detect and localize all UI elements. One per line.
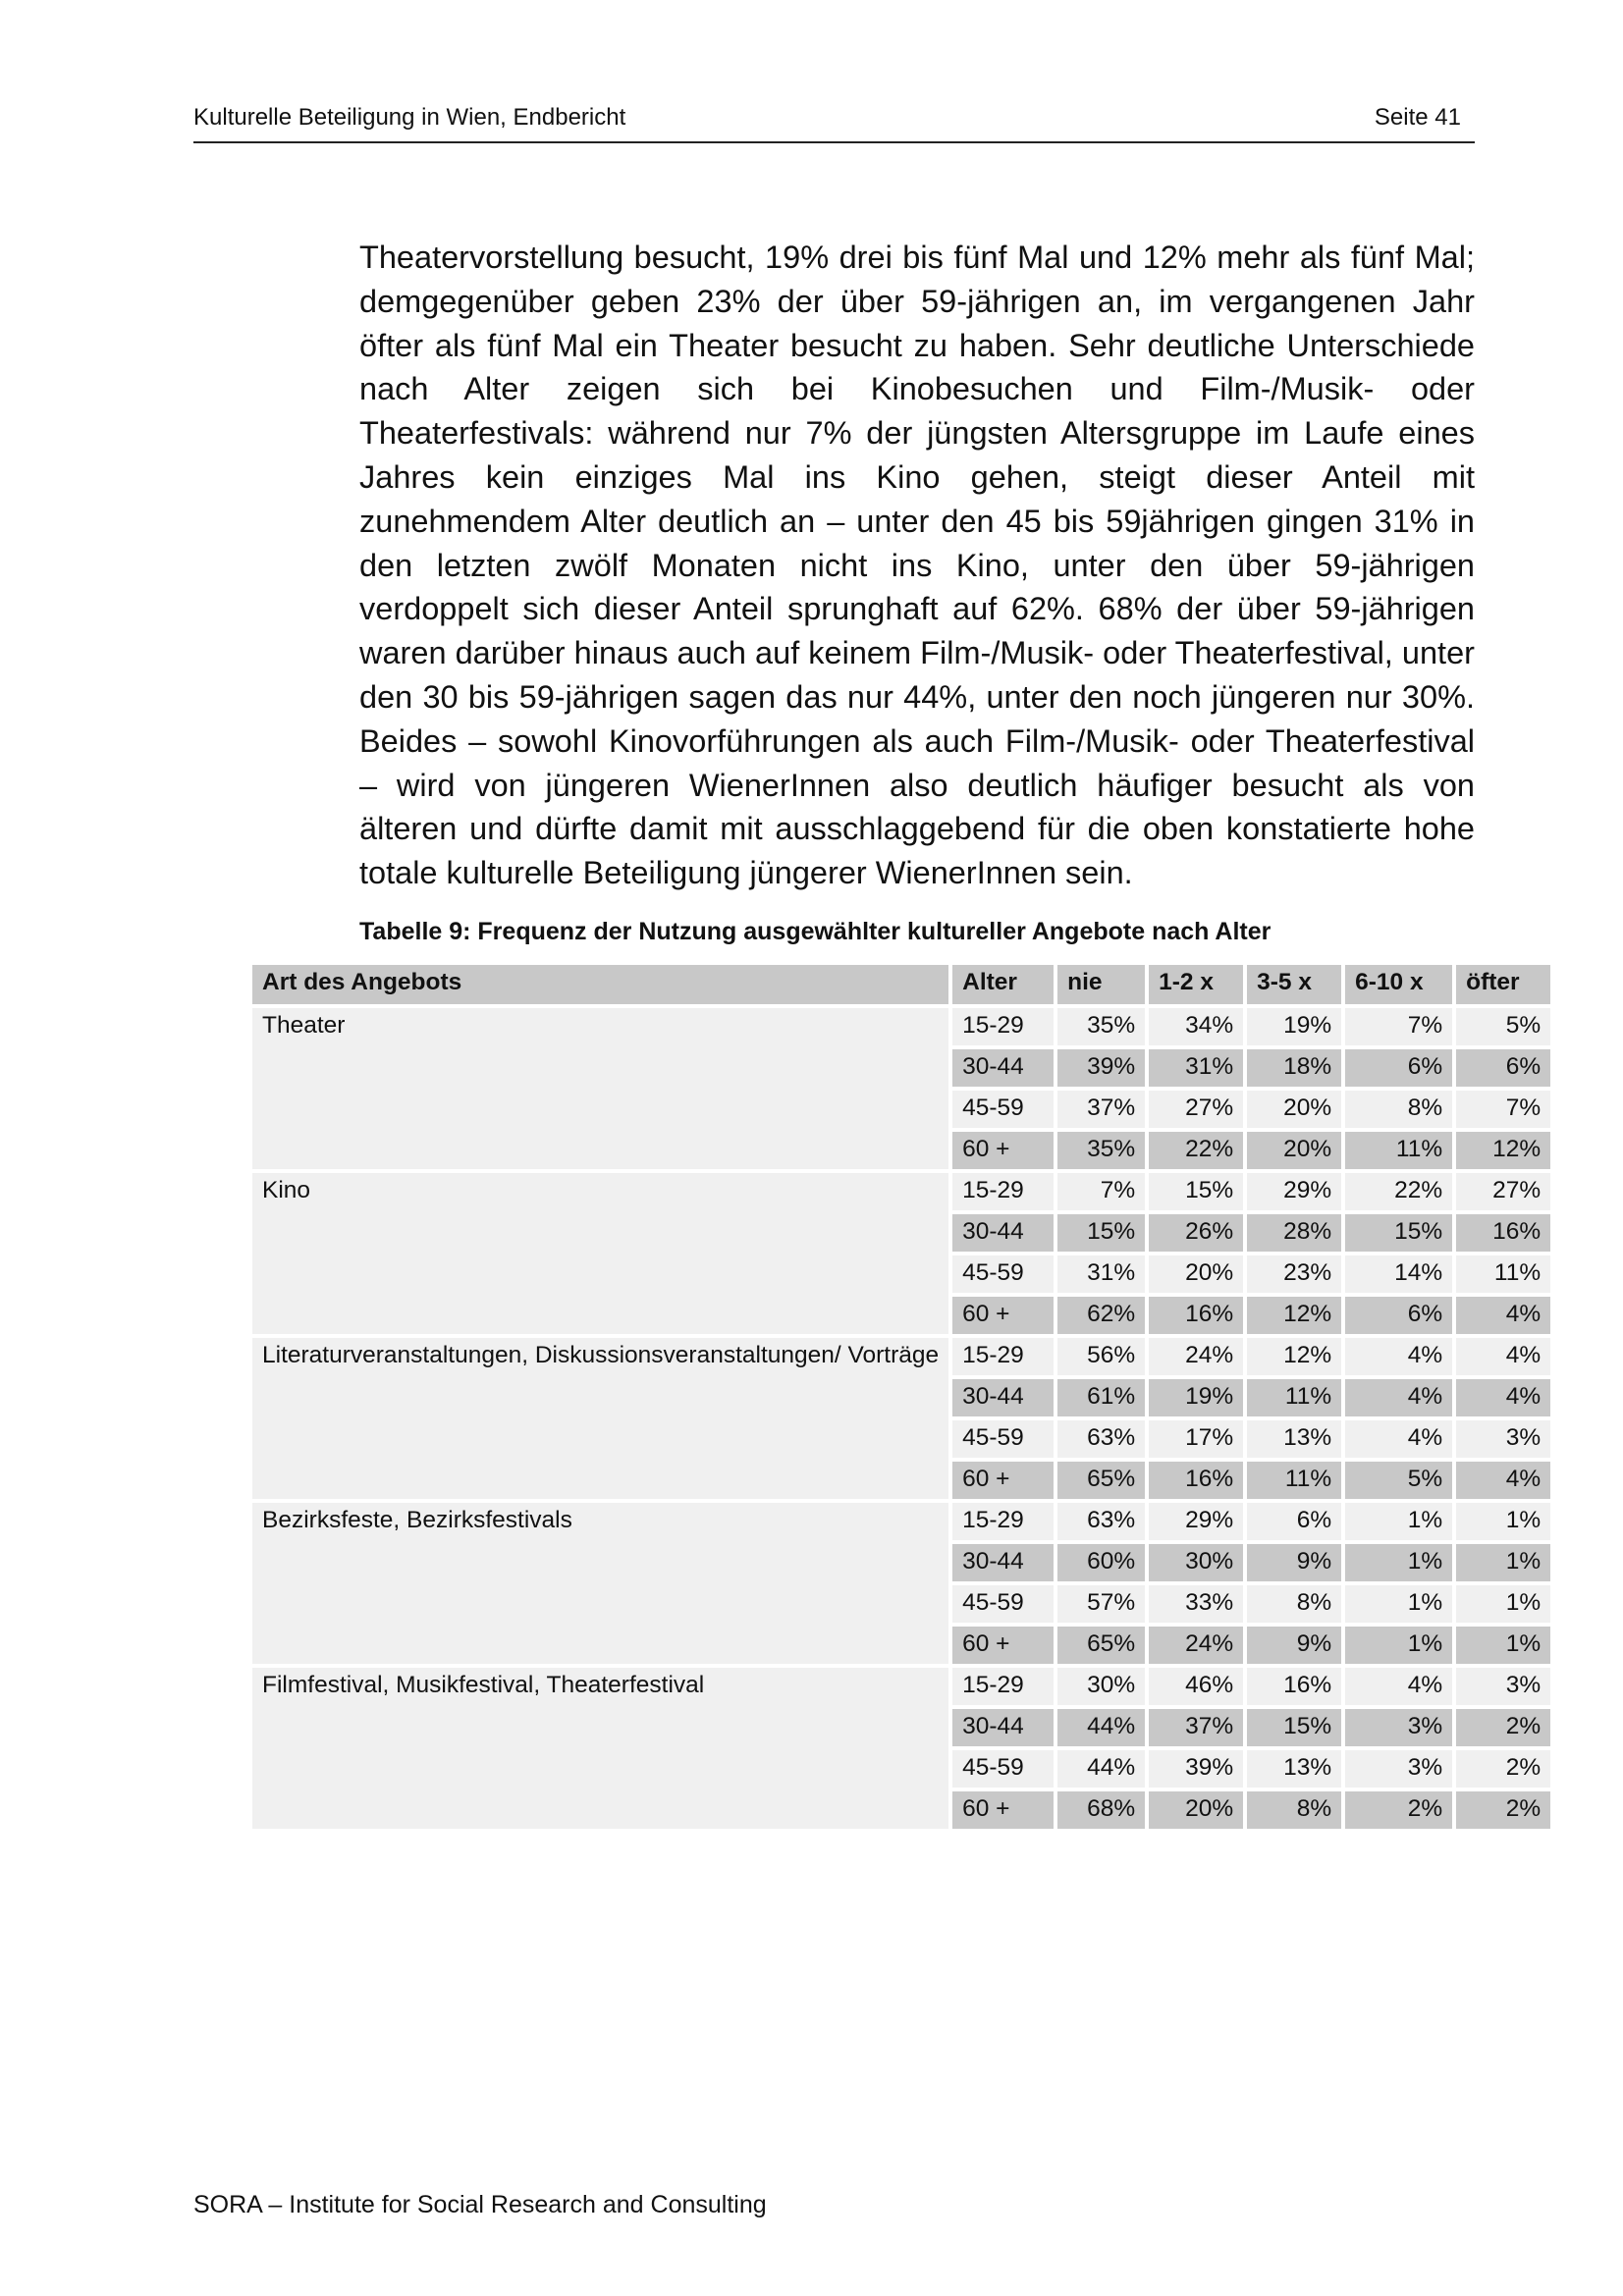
value-cell: 19% [1149,1379,1243,1416]
value-cell: 22% [1149,1132,1243,1169]
value-cell: 1% [1345,1544,1452,1581]
offer-label: Kino [252,1173,948,1334]
value-cell: 56% [1057,1338,1145,1375]
value-cell: 8% [1345,1091,1452,1128]
value-cell: 33% [1149,1585,1243,1623]
value-cell: 7% [1345,1008,1452,1045]
paragraph: Theatervorstellung besucht, 19% drei bis fünf Mal und 12% mehr als fünf Mal; demgegenüber geben 23% der über 59-jährigen an, im vergangenen Jahr öfter als fünf Mal ein Theater besucht zu haben. Sehr deutliche Unterschiede nach Alter zeigen sich bei Kinobesuchen und Film-/Musik- oder Theaterfestivals: während nur 7% der jüngsten Altersgruppe im Laufe eines Jahres kein einziges Mal ins Kino gehen, steigt dieser Anteil mit zunehmendem Alter deutlich an – unter den 45 bis 59jährigen gingen 31% in den letzten zwölf Monaten nicht ins Kino, unter den über 59-jährigen verdoppelt sich dieser Anteil sprunghaft auf 62%. 68% der über 59-jährigen waren darüber hinaus auch auf keinem Film-/Musik- oder Theaterfestival, unter den 30 bis 59-jährigen sagen das nur 44%, unter den noch jüngeren nur 30%. Beides – sowohl Kinovorführungen als auch Film-/Musik- oder Theaterfestival – wird von jüngeren WienerInnen also deutlich häufiger besucht als von älteren und dürfte damit mit ausschlaggebend für die oben konstatierte hohe totale kulturelle Beteiligung jüngerer WienerInnen sein. [359,240,1475,891]
value-cell: 9% [1247,1627,1341,1664]
value-cell: 3% [1345,1750,1452,1788]
value-cell: 7% [1057,1173,1145,1210]
page-header [193,104,1475,143]
value-cell: 46% [1149,1668,1243,1705]
value-cell: 13% [1247,1420,1341,1458]
age-cell: 15-29 [952,1173,1054,1210]
value-cell: 15% [1345,1214,1452,1252]
value-cell: 20% [1247,1132,1341,1169]
age-cell: 15-29 [952,1503,1054,1540]
age-cell: 60 + [952,1791,1054,1829]
value-cell: 18% [1247,1049,1341,1087]
value-cell: 60% [1057,1544,1145,1581]
header-alter: Alter [952,965,1054,1004]
value-cell: 5% [1456,1008,1550,1045]
value-cell: 3% [1456,1668,1550,1705]
header-nie: nie [1057,965,1145,1004]
value-cell: 1% [1345,1585,1452,1623]
value-cell: 20% [1247,1091,1341,1128]
age-cell: 60 + [952,1297,1054,1334]
value-cell: 4% [1345,1379,1452,1416]
value-cell: 24% [1149,1338,1243,1375]
value-cell: 65% [1057,1462,1145,1499]
value-cell: 16% [1456,1214,1550,1252]
offer-label: Bezirksfeste, Bezirksfestivals [252,1503,948,1664]
value-cell: 26% [1149,1214,1243,1252]
value-cell: 8% [1247,1791,1341,1829]
age-cell: 15-29 [952,1338,1054,1375]
age-cell: 30-44 [952,1544,1054,1581]
value-cell: 35% [1057,1132,1145,1169]
value-cell: 4% [1345,1668,1452,1705]
frequency-table [248,961,1554,1833]
value-cell: 17% [1149,1420,1243,1458]
value-cell: 6% [1345,1297,1452,1334]
value-cell: 23% [1247,1255,1341,1293]
value-cell: 3% [1456,1420,1550,1458]
value-cell: 1% [1456,1544,1550,1581]
body-text [359,236,1475,895]
value-cell: 37% [1057,1091,1145,1128]
age-cell: 60 + [952,1627,1054,1664]
value-cell: 2% [1456,1791,1550,1829]
value-cell: 68% [1057,1791,1145,1829]
age-cell: 45-59 [952,1750,1054,1788]
value-cell: 1% [1456,1503,1550,1540]
value-cell: 2% [1456,1750,1550,1788]
age-cell: 15-29 [952,1008,1054,1045]
age-cell: 60 + [952,1462,1054,1499]
value-cell: 6% [1456,1049,1550,1087]
table-row [252,1503,1550,1540]
value-cell: 13% [1247,1750,1341,1788]
table-body [252,1008,1550,1829]
age-cell: 45-59 [952,1091,1054,1128]
header-art: Art des Angebots [252,965,948,1004]
value-cell: 1% [1456,1585,1550,1623]
header-3-5x: 3-5 x [1247,965,1341,1004]
value-cell: 44% [1057,1750,1145,1788]
value-cell: 34% [1149,1008,1243,1045]
value-cell: 62% [1057,1297,1145,1334]
age-cell: 45-59 [952,1255,1054,1293]
header-1-2x: 1-2 x [1149,965,1243,1004]
age-cell: 30-44 [952,1049,1054,1087]
value-cell: 15% [1057,1214,1145,1252]
value-cell: 39% [1149,1750,1243,1788]
value-cell: 14% [1345,1255,1452,1293]
value-cell: 12% [1247,1338,1341,1375]
value-cell: 6% [1247,1503,1341,1540]
value-cell: 35% [1057,1008,1145,1045]
value-cell: 4% [1456,1462,1550,1499]
value-cell: 11% [1345,1132,1452,1169]
value-cell: 27% [1149,1091,1243,1128]
value-cell: 5% [1345,1462,1452,1499]
offer-label: Theater [252,1008,948,1169]
table-row [252,1008,1550,1045]
age-cell: 45-59 [952,1585,1054,1623]
value-cell: 39% [1057,1049,1145,1087]
table-caption: Tabelle 9: Frequenz der Nutzung ausgewählter kultureller Angebote nach Alter [359,918,1271,945]
table-row [252,1338,1550,1375]
age-cell: 45-59 [952,1420,1054,1458]
value-cell: 15% [1149,1173,1243,1210]
value-cell: 20% [1149,1255,1243,1293]
header-oefter: öfter [1456,965,1550,1004]
value-cell: 4% [1456,1379,1550,1416]
value-cell: 16% [1149,1462,1243,1499]
value-cell: 3% [1345,1709,1452,1746]
value-cell: 1% [1345,1503,1452,1540]
value-cell: 12% [1456,1132,1550,1169]
value-cell: 37% [1149,1709,1243,1746]
value-cell: 1% [1456,1627,1550,1664]
value-cell: 24% [1149,1627,1243,1664]
value-cell: 29% [1149,1503,1243,1540]
value-cell: 65% [1057,1627,1145,1664]
value-cell: 44% [1057,1709,1145,1746]
value-cell: 61% [1057,1379,1145,1416]
value-cell: 2% [1456,1709,1550,1746]
value-cell: 11% [1247,1379,1341,1416]
value-cell: 19% [1247,1008,1341,1045]
header-title: Kulturelle Beteiligung in Wien, Endbericht [193,104,626,131]
value-cell: 28% [1247,1214,1341,1252]
value-cell: 12% [1247,1297,1341,1334]
value-cell: 63% [1057,1420,1145,1458]
value-cell: 16% [1149,1297,1243,1334]
value-cell: 20% [1149,1791,1243,1829]
age-cell: 30-44 [952,1379,1054,1416]
value-cell: 6% [1345,1049,1452,1087]
value-cell: 30% [1149,1544,1243,1581]
value-cell: 16% [1247,1668,1341,1705]
value-cell: 1% [1345,1627,1452,1664]
age-cell: 60 + [952,1132,1054,1169]
value-cell: 4% [1345,1338,1452,1375]
table-header-row [252,965,1550,1004]
value-cell: 8% [1247,1585,1341,1623]
offer-label: Literaturveranstaltungen, Diskussionsveranstaltungen/ Vorträge [252,1338,948,1499]
value-cell: 29% [1247,1173,1341,1210]
value-cell: 11% [1456,1255,1550,1293]
value-cell: 31% [1149,1049,1243,1087]
table-row [252,1668,1550,1705]
value-cell: 27% [1456,1173,1550,1210]
header-6-10x: 6-10 x [1345,965,1452,1004]
value-cell: 2% [1345,1791,1452,1829]
page-number: Seite 41 [1374,104,1461,131]
value-cell: 30% [1057,1668,1145,1705]
value-cell: 4% [1456,1338,1550,1375]
age-cell: 30-44 [952,1214,1054,1252]
value-cell: 22% [1345,1173,1452,1210]
value-cell: 11% [1247,1462,1341,1499]
value-cell: 7% [1456,1091,1550,1128]
table-row [252,1173,1550,1210]
value-cell: 15% [1247,1709,1341,1746]
age-cell: 15-29 [952,1668,1054,1705]
offer-label: Filmfestival, Musikfestival, Theaterfestival [252,1668,948,1829]
age-cell: 30-44 [952,1709,1054,1746]
page-footer: SORA – Institute for Social Research and Consulting [193,2191,767,2218]
value-cell: 9% [1247,1544,1341,1581]
value-cell: 57% [1057,1585,1145,1623]
value-cell: 63% [1057,1503,1145,1540]
value-cell: 4% [1345,1420,1452,1458]
value-cell: 31% [1057,1255,1145,1293]
value-cell: 4% [1456,1297,1550,1334]
